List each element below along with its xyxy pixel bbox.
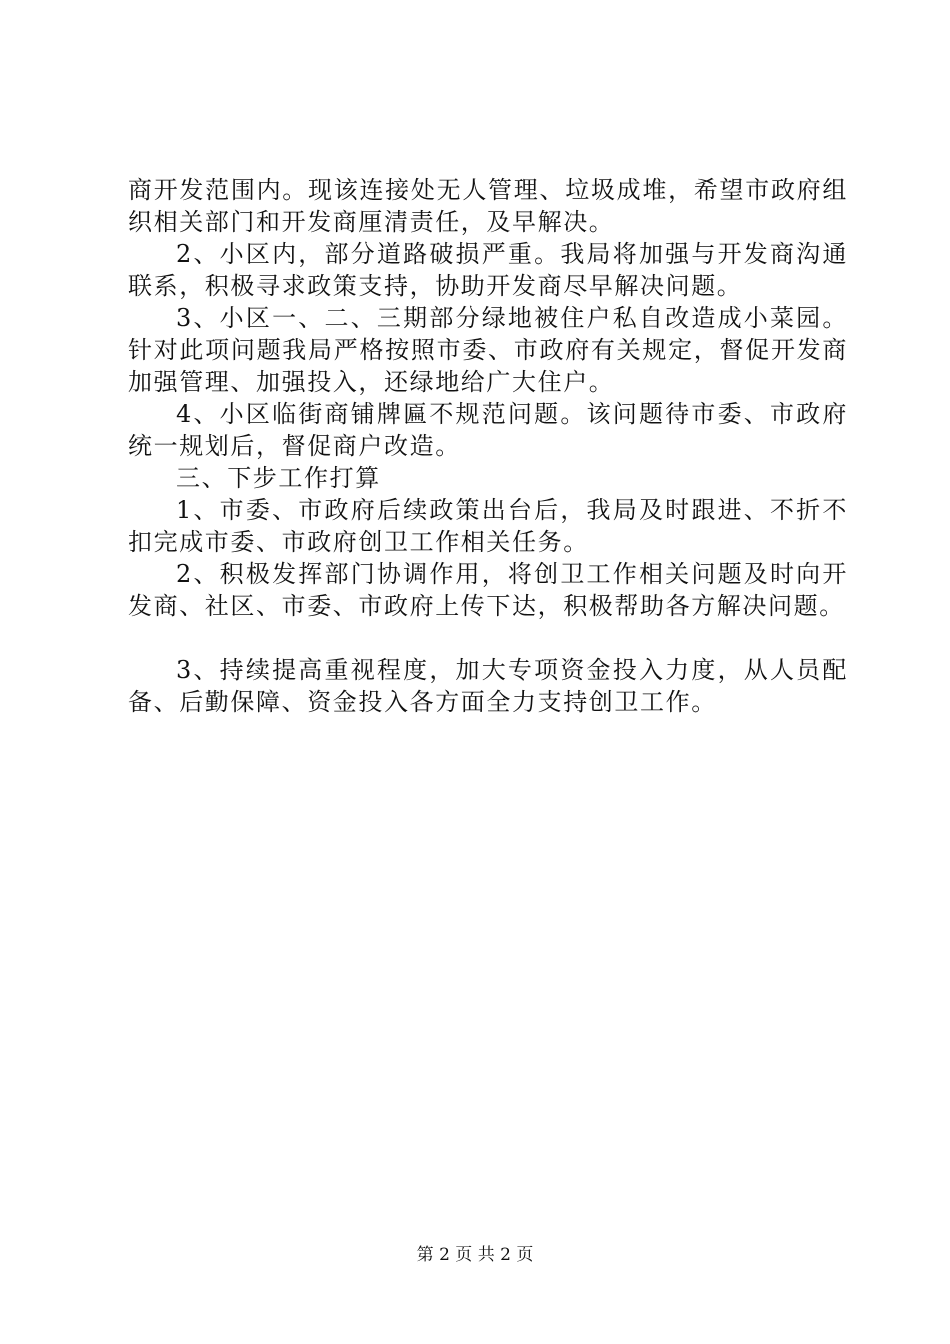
paragraph-item-4: 4、小区临街商铺牌匾不规范问题。该问题待市委、市政府统一规划后，督促商户改造。 xyxy=(128,400,848,460)
plan-item-3: 3、持续提高重视程度，加大专项资金投入力度，从人员配备、后勤保障、资金投入各方面全力支持创卫工作。 xyxy=(128,656,848,716)
paragraph-item-2: 2、小区内，部分道路破损严重。我局将加强与开发商沟通联系，积极寻求政策支持，协助开发商尽早解决问题。 xyxy=(128,240,848,300)
page-footer: 第 2 页 共 2 页 xyxy=(416,1245,534,1265)
section-heading: 三、下步工作打算 xyxy=(176,464,381,492)
plan-item-2: 2、积极发挥部门协调作用，将创卫工作相关问题及时向开发商、社区、市委、市政府上传下达，积极帮助各方解决问题。 xyxy=(128,560,848,620)
paragraph-continuation: 商开发范围内。现该连接处无人管理、垃圾成堆，希望市政府组织相关部门和开发商厘清责任，及早解决。 xyxy=(128,176,848,236)
plan-item-1: 1、市委、市政府后续政策出台后，我局及时跟进、不折不扣完成市委、市政府创卫工作相关任务。 xyxy=(128,496,848,556)
paragraph-item-3: 3、小区一、二、三期部分绿地被住户私自改造成小菜园。针对此项问题我局严格按照市委、市政府有关规定，督促开发商加强管理、加强投入，还绿地给广大住户。 xyxy=(128,304,848,396)
document-body xyxy=(128,174,848,718)
